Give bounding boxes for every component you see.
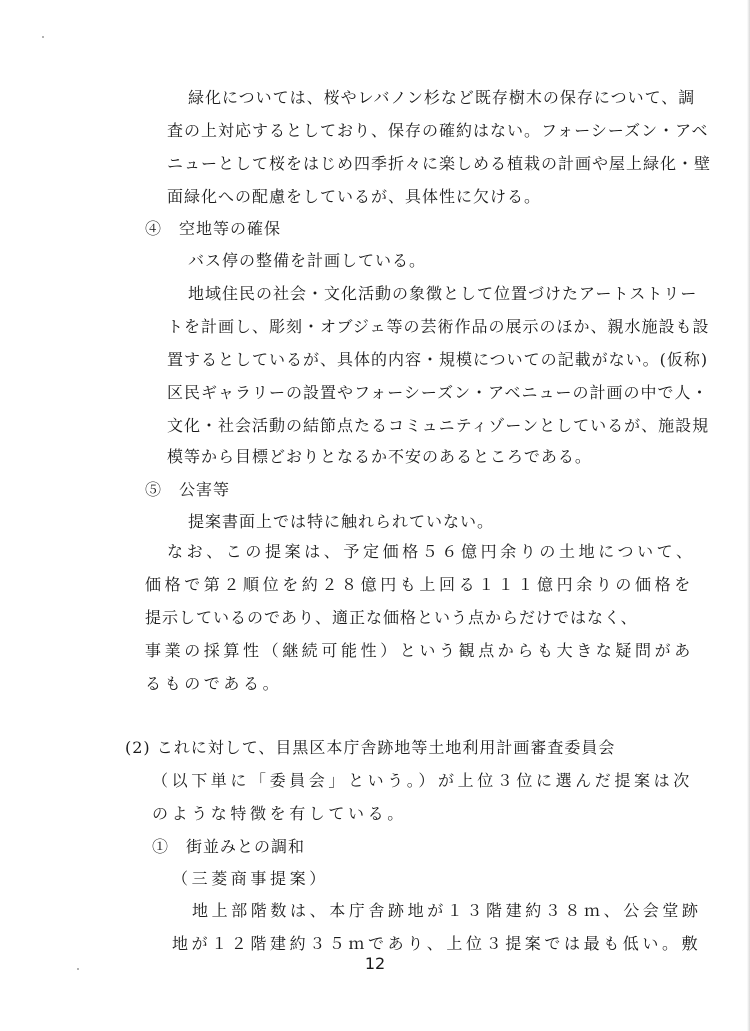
text-line: のような特徴を有している。 — [152, 804, 407, 823]
text-line: 面緑化への配慮をしているが、具体性に欠ける。 — [167, 187, 542, 206]
text-line: 価格で第２順位を約２８億円も上回る１１１億円余りの価格を — [145, 575, 694, 594]
text-line: 地が１２階建約３５ｍであり、上位３提案では最も低い。敷 — [172, 934, 702, 953]
text-line: 事業の採算性（継続可能性）という観点からも大きな疑問があ — [145, 641, 694, 660]
scan-speck — [77, 968, 79, 970]
text-line: 置するとしているが、具体的内容・規模についての記載がない。(仮称) — [167, 350, 709, 369]
text-line: 提案書面上では特に触れられていない。 — [188, 512, 495, 531]
section-heading: ⑤ 公害等 — [145, 480, 231, 499]
text-line: 提示しているのであり、適正な価格という点からだけではなく、 — [145, 608, 638, 627]
text-line: ニューとして桜をはじめ四季折々に楽しめる植栽の計画や屋上緑化・壁 — [167, 154, 712, 173]
text-line: 模等から目標どおりとなるか不安のあるところである。 — [167, 447, 592, 466]
text-line: なお、この提案は、予定価格５６億円余りの土地について、 — [167, 542, 696, 561]
section-heading: (2) これに対して、目黒区本庁舎跡地等土地利用計画審査委員会 — [125, 738, 616, 757]
text-line: 査の上対応するとしており、保存の確約はない。フォーシーズン・アベ — [167, 121, 709, 140]
text-line: バス停の整備を計画している。 — [188, 251, 427, 270]
page-number: 12 — [364, 954, 386, 973]
text-line: 区民ギャラリーの設置やフォーシーズン・アベニューの計画の中で人・ — [167, 383, 709, 402]
section-heading: ④ 空地等の確保 — [145, 219, 282, 238]
text-line: 文化・社会活動の結節点たるコミュニティゾーンとしているが、施設規 — [167, 416, 710, 435]
scan-speck — [42, 36, 44, 38]
text-line: 緑化については、桜やレバノン杉など既存樹木の保存について、調 — [188, 88, 696, 107]
text-line: るものである。 — [145, 674, 283, 693]
text-line: （以下単に「委員会」という。）が上位３位に選んだ提案は次 — [152, 771, 693, 790]
sub-heading: （三菱商事提案） — [172, 869, 329, 888]
section-heading: ① 街並みとの調和 — [152, 837, 306, 856]
text-line: トを計画し、彫刻・オブジェ等の芸術作品の展示のほか、親水施設も設 — [167, 317, 710, 336]
text-line: 地上部階数は、本庁舎跡地が１３階建約３８ｍ、公会堂跡 — [192, 901, 702, 920]
text-line: 地域住民の社会・文化活動の象徴として位置づけたアートストリー — [188, 284, 698, 303]
